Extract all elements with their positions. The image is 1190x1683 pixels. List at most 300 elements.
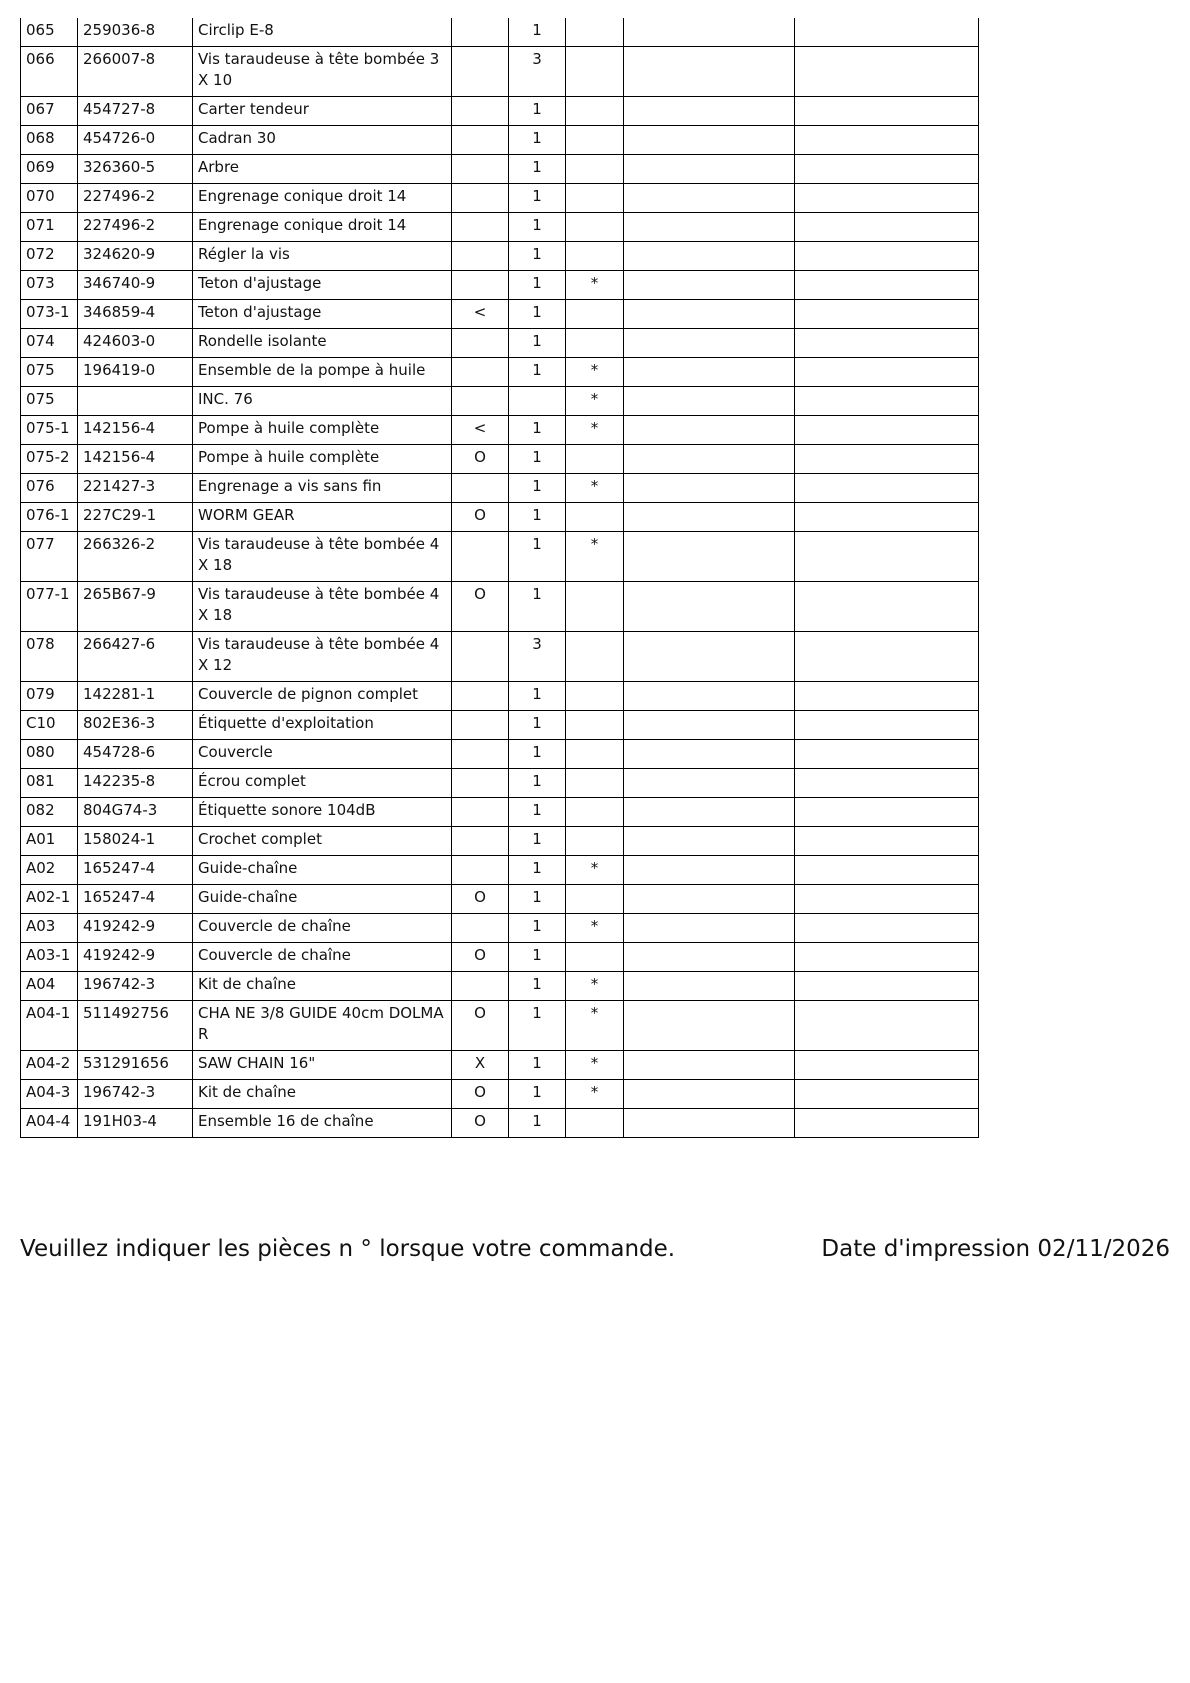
flag-cell: * [566,1001,624,1051]
empty-cell [795,943,979,972]
quantity-cell: 1 [509,242,566,271]
empty-cell [795,1080,979,1109]
quantity-cell: 1 [509,740,566,769]
ref-number-cell: 077 [21,532,78,582]
part-number-cell: 266007-8 [78,47,193,97]
empty-cell [795,474,979,503]
ref-number-cell: A04-4 [21,1109,78,1138]
mark-cell [452,329,509,358]
empty-cell [795,97,979,126]
description-cell: Crochet complet [193,827,452,856]
flag-cell [566,769,624,798]
ref-number-cell: 069 [21,155,78,184]
description-cell: CHA NE 3/8 GUIDE 40cm DOLMA R [193,1001,452,1051]
flag-cell: * [566,1080,624,1109]
quantity-cell: 1 [509,1080,566,1109]
order-instruction: Veuillez indiquer les pièces n ° lorsque votre commande. [20,1236,676,1262]
description-cell: Guide-chaîne [193,885,452,914]
part-number-cell: 158024-1 [78,827,193,856]
quantity-cell: 1 [509,18,566,47]
mark-cell [452,856,509,885]
table-row [21,329,979,358]
ref-number-cell: 068 [21,126,78,155]
description-cell: Vis taraudeuse à tête bombée 3X 10 [193,47,452,97]
part-number-cell: 221427-3 [78,474,193,503]
description-cell: Régler la vis [193,242,452,271]
flag-cell: * [566,416,624,445]
quantity-cell: 1 [509,943,566,972]
description-cell: SAW CHAIN 16" [193,1051,452,1080]
mark-cell [452,798,509,827]
description-cell: WORM GEAR [193,503,452,532]
table-row [21,416,979,445]
ref-number-cell: 079 [21,682,78,711]
part-number-cell: 511492756 [78,1001,193,1051]
table-row [21,97,979,126]
empty-cell [795,184,979,213]
mark-cell: O [452,885,509,914]
table-row [21,300,979,329]
flag-cell [566,582,624,632]
ref-number-cell: A04-2 [21,1051,78,1080]
empty-cell [624,972,795,1001]
ref-number-cell: 080 [21,740,78,769]
flag-cell [566,1109,624,1138]
flag-cell [566,682,624,711]
quantity-cell: 1 [509,914,566,943]
empty-cell [624,798,795,827]
description-cell: Teton d'ajustage [193,300,452,329]
empty-cell [795,300,979,329]
ref-number-cell: 082 [21,798,78,827]
flag-cell [566,47,624,97]
mark-cell [452,18,509,47]
part-number-cell: 531291656 [78,1051,193,1080]
table-row [21,358,979,387]
table-row [21,682,979,711]
description-cell: Engrenage a vis sans fin [193,474,452,503]
flag-cell [566,445,624,474]
empty-cell [624,582,795,632]
flag-cell [566,329,624,358]
ref-number-cell: A01 [21,827,78,856]
mark-cell: O [452,1001,509,1051]
flag-cell [566,711,624,740]
ref-number-cell: 075 [21,358,78,387]
quantity-cell: 1 [509,155,566,184]
flag-cell: * [566,1051,624,1080]
part-number-cell: 142156-4 [78,445,193,474]
table-row [21,798,979,827]
empty-cell [624,184,795,213]
mark-cell [452,47,509,97]
empty-cell [795,740,979,769]
flag-cell [566,126,624,155]
part-number-cell: 454728-6 [78,740,193,769]
part-number-cell: 191H03-4 [78,1109,193,1138]
empty-cell [624,1080,795,1109]
table-row [21,1051,979,1080]
part-number-cell: 266427-6 [78,632,193,682]
table-row [21,972,979,1001]
empty-cell [624,856,795,885]
table-row [21,155,979,184]
quantity-cell: 1 [509,329,566,358]
flag-cell [566,827,624,856]
description-cell: Couvercle de pignon complet [193,682,452,711]
empty-cell [795,1109,979,1138]
mark-cell [452,387,509,416]
flag-cell [566,242,624,271]
empty-cell [624,329,795,358]
part-number-cell: 804G74-3 [78,798,193,827]
description-cell: Arbre [193,155,452,184]
flag-cell: * [566,856,624,885]
ref-number-cell: 074 [21,329,78,358]
empty-cell [795,126,979,155]
part-number-cell: 196742-3 [78,1080,193,1109]
description-cell: Étiquette sonore 104dB [193,798,452,827]
empty-cell [624,97,795,126]
description-cell: Guide-chaîne [193,856,452,885]
description-cell: Vis taraudeuse à tête bombée 4X 12 [193,632,452,682]
table-row [21,213,979,242]
flag-cell [566,943,624,972]
mark-cell [452,740,509,769]
mark-cell: < [452,300,509,329]
quantity-cell: 1 [509,300,566,329]
mark-cell [452,126,509,155]
quantity-cell: 1 [509,582,566,632]
quantity-cell: 1 [509,126,566,155]
quantity-cell: 1 [509,798,566,827]
quantity-cell: 1 [509,769,566,798]
ref-number-cell: 070 [21,184,78,213]
quantity-cell: 1 [509,1001,566,1051]
flag-cell: * [566,358,624,387]
quantity-cell: 1 [509,885,566,914]
mark-cell: X [452,1051,509,1080]
empty-cell [624,943,795,972]
mark-cell: O [452,1080,509,1109]
table-row [21,856,979,885]
part-number-cell: 324620-9 [78,242,193,271]
description-cell: Kit de chaîne [193,1080,452,1109]
mark-cell [452,827,509,856]
empty-cell [624,740,795,769]
mark-cell: O [452,503,509,532]
mark-cell [452,358,509,387]
part-number-cell: 142156-4 [78,416,193,445]
part-number-cell: 346740-9 [78,271,193,300]
quantity-cell: 3 [509,47,566,97]
part-number-cell: 802E36-3 [78,711,193,740]
description-cell: INC. 76 [193,387,452,416]
ref-number-cell: A03-1 [21,943,78,972]
empty-cell [624,769,795,798]
empty-cell [624,358,795,387]
table-row [21,445,979,474]
flag-cell: * [566,914,624,943]
table-row [21,943,979,972]
part-number-cell: 424603-0 [78,329,193,358]
quantity-cell: 1 [509,1051,566,1080]
table-row [21,474,979,503]
ref-number-cell: 076-1 [21,503,78,532]
empty-cell [624,503,795,532]
description-cell: Carter tendeur [193,97,452,126]
description-cell: Pompe à huile complète [193,445,452,474]
empty-cell [795,242,979,271]
table-row [21,827,979,856]
mark-cell [452,632,509,682]
empty-cell [795,914,979,943]
empty-cell [624,271,795,300]
ref-number-cell: 078 [21,632,78,682]
ref-number-cell: 067 [21,97,78,126]
empty-cell [795,329,979,358]
table-row [21,503,979,532]
empty-cell [795,682,979,711]
table-row [21,914,979,943]
table-row [21,126,979,155]
table-row [21,582,979,632]
mark-cell [452,474,509,503]
ref-number-cell: 076 [21,474,78,503]
table-row [21,632,979,682]
quantity-cell: 1 [509,503,566,532]
empty-cell [795,769,979,798]
empty-cell [795,827,979,856]
empty-cell [795,1001,979,1051]
mark-cell [452,242,509,271]
empty-cell [795,856,979,885]
empty-cell [624,532,795,582]
quantity-cell: 1 [509,271,566,300]
flag-cell: * [566,387,624,416]
table-row [21,532,979,582]
empty-cell [795,18,979,47]
quantity-cell: 1 [509,358,566,387]
empty-cell [795,213,979,242]
empty-cell [624,914,795,943]
quantity-cell: 1 [509,213,566,242]
part-number-cell: 196742-3 [78,972,193,1001]
empty-cell [624,1051,795,1080]
description-cell: Couvercle de chaîne [193,914,452,943]
empty-cell [624,47,795,97]
description-cell: Engrenage conique droit 14 [193,184,452,213]
quantity-cell: 1 [509,827,566,856]
mark-cell: < [452,416,509,445]
description-cell: Vis taraudeuse à tête bombée 4X 18 [193,582,452,632]
empty-cell [624,1001,795,1051]
description-cell: Pompe à huile complète [193,416,452,445]
flag-cell [566,184,624,213]
description-cell: Écrou complet [193,769,452,798]
ref-number-cell: A02-1 [21,885,78,914]
flag-cell [566,885,624,914]
description-cell: Kit de chaîne [193,972,452,1001]
description-cell: Engrenage conique droit 14 [193,213,452,242]
quantity-cell: 1 [509,532,566,582]
table-row [21,1001,979,1051]
part-number-cell: 227496-2 [78,184,193,213]
print-date: Date d'impression 02/11/2026 [821,1236,1170,1262]
flag-cell [566,740,624,769]
ref-number-cell: 077-1 [21,582,78,632]
description-cell: Couvercle de chaîne [193,943,452,972]
empty-cell [795,47,979,97]
quantity-cell: 1 [509,682,566,711]
empty-cell [624,885,795,914]
ref-number-cell: 071 [21,213,78,242]
mark-cell: O [452,943,509,972]
quantity-cell: 1 [509,97,566,126]
empty-cell [795,711,979,740]
part-number-cell: 419242-9 [78,943,193,972]
quantity-cell: 1 [509,445,566,474]
part-number-cell: 346859-4 [78,300,193,329]
part-number-cell: 266326-2 [78,532,193,582]
description-cell: Étiquette d'exploitation [193,711,452,740]
ref-number-cell: A04-1 [21,1001,78,1051]
mark-cell [452,972,509,1001]
mark-cell [452,184,509,213]
flag-cell [566,632,624,682]
mark-cell [452,769,509,798]
table-row [21,47,979,97]
empty-cell [624,387,795,416]
ref-number-cell: 073 [21,271,78,300]
empty-cell [795,885,979,914]
empty-cell [624,416,795,445]
empty-cell [795,358,979,387]
part-number-cell: 165247-4 [78,885,193,914]
empty-cell [795,532,979,582]
description-cell: Cadran 30 [193,126,452,155]
table-row [21,387,979,416]
part-number-cell: 454727-8 [78,97,193,126]
empty-cell [795,271,979,300]
part-number-cell: 227C29-1 [78,503,193,532]
quantity-cell: 1 [509,856,566,885]
description-cell: Circlip E-8 [193,18,452,47]
table-row [21,711,979,740]
description-cell: Rondelle isolante [193,329,452,358]
ref-number-cell: 065 [21,18,78,47]
description-cell: Ensemble 16 de chaîne [193,1109,452,1138]
empty-cell [624,242,795,271]
quantity-cell: 1 [509,184,566,213]
description-cell: Couvercle [193,740,452,769]
table-row [21,18,979,47]
empty-cell [795,503,979,532]
quantity-cell: 3 [509,632,566,682]
part-number-cell: 142235-8 [78,769,193,798]
table-row [21,271,979,300]
table-row [21,184,979,213]
quantity-cell: 1 [509,1109,566,1138]
table-row [21,242,979,271]
parts-table-body [21,18,979,1138]
ref-number-cell: 073-1 [21,300,78,329]
empty-cell [624,827,795,856]
empty-cell [795,416,979,445]
part-number-cell: 265B67-9 [78,582,193,632]
table-row [21,740,979,769]
ref-number-cell: 066 [21,47,78,97]
empty-cell [624,1109,795,1138]
flag-cell [566,798,624,827]
quantity-cell: 1 [509,711,566,740]
empty-cell [795,798,979,827]
empty-cell [795,387,979,416]
flag-cell: * [566,271,624,300]
empty-cell [624,445,795,474]
quantity-cell: 1 [509,474,566,503]
mark-cell [452,682,509,711]
ref-number-cell: C10 [21,711,78,740]
table-row [21,885,979,914]
table-row [21,769,979,798]
flag-cell [566,155,624,184]
flag-cell [566,18,624,47]
quantity-cell [509,387,566,416]
part-number-cell: 227496-2 [78,213,193,242]
ref-number-cell: 072 [21,242,78,271]
empty-cell [795,155,979,184]
mark-cell [452,271,509,300]
empty-cell [624,682,795,711]
flag-cell [566,213,624,242]
part-number-cell: 142281-1 [78,682,193,711]
part-number-cell: 326360-5 [78,155,193,184]
mark-cell [452,914,509,943]
ref-number-cell: 075 [21,387,78,416]
mark-cell [452,711,509,740]
empty-cell [795,582,979,632]
ref-number-cell: 075-1 [21,416,78,445]
ref-number-cell: A04 [21,972,78,1001]
mark-cell [452,97,509,126]
part-number-cell [78,387,193,416]
table-row [21,1109,979,1138]
empty-cell [795,972,979,1001]
mark-cell: O [452,1109,509,1138]
empty-cell [624,213,795,242]
parts-table [20,18,979,1138]
empty-cell [795,632,979,682]
empty-cell [624,632,795,682]
flag-cell [566,503,624,532]
empty-cell [795,1051,979,1080]
ref-number-cell: A02 [21,856,78,885]
table-row [21,1080,979,1109]
part-number-cell: 454726-0 [78,126,193,155]
mark-cell: O [452,445,509,474]
part-number-cell: 196419-0 [78,358,193,387]
flag-cell [566,97,624,126]
ref-number-cell: A04-3 [21,1080,78,1109]
flag-cell: * [566,972,624,1001]
empty-cell [624,155,795,184]
quantity-cell: 1 [509,972,566,1001]
ref-number-cell: 075-2 [21,445,78,474]
ref-number-cell: 081 [21,769,78,798]
empty-cell [624,474,795,503]
empty-cell [624,18,795,47]
